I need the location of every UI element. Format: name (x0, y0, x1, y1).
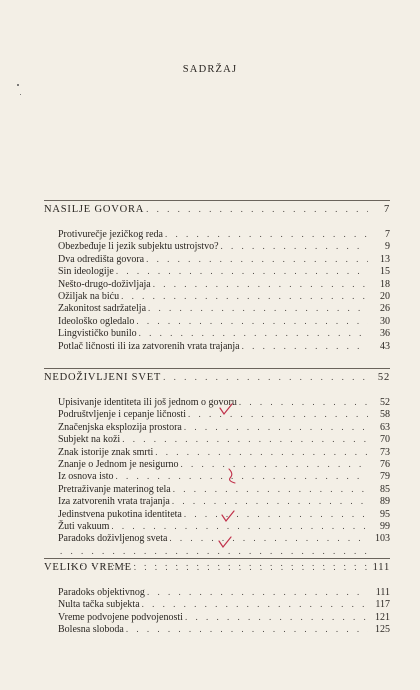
entry-title: Paradoks doživljenog sveta (58, 533, 168, 545)
leader-dots (188, 408, 368, 420)
entry-page: 30 (380, 315, 390, 327)
entry-page: 95 (380, 508, 390, 520)
leader-dots (185, 611, 368, 623)
check-mark-icon (218, 403, 234, 417)
section-title: NASILJE GOVORA (44, 204, 145, 215)
page-title: SADRŽAJ (182, 64, 238, 75)
toc-entry (58, 483, 390, 495)
leader-dots (139, 327, 368, 339)
entry-page: 13 (380, 253, 390, 265)
entry-page: 70 (380, 434, 390, 446)
entry-page: 36 (380, 328, 390, 340)
toc-entry (58, 340, 390, 352)
entry-page: 52 (380, 397, 390, 408)
leader-dots (121, 290, 368, 302)
entry-title: Iz osnova isto (58, 471, 114, 483)
check-mark-icon (217, 536, 233, 550)
leader-dots (116, 265, 368, 277)
section-title: VELIKO VREME (44, 562, 132, 573)
toc-entry (58, 470, 390, 482)
entry-title: Obezbeđuje li jezik subjektu ustrojstvo? (58, 241, 219, 253)
leader-dots (184, 508, 368, 520)
entry-page: 121 (375, 611, 390, 623)
leader-dots (221, 240, 368, 252)
pen-stroke-icon (226, 468, 238, 484)
entry-title: Vreme podvojene podvojenosti (58, 611, 183, 623)
leader-dots (163, 372, 368, 382)
entry-title: Paradoks objektivnog (58, 587, 145, 598)
page-speck (17, 84, 19, 86)
entry-title: Značenjska eksplozija prostora (58, 421, 182, 433)
entry-list (58, 586, 390, 636)
page-speck (20, 94, 21, 95)
toc-entry (58, 598, 390, 610)
leader-dots (122, 433, 368, 445)
entry-title: Iza zatvorenih vrata trajanja (58, 496, 170, 508)
section-nasilje-govora (44, 204, 390, 352)
entry-page: 7 (385, 229, 390, 240)
leader-dots (181, 458, 368, 470)
entry-page: 20 (380, 290, 390, 302)
entry-page: 18 (380, 278, 390, 290)
entry-page: 15 (380, 266, 390, 278)
leader-dots (146, 253, 368, 265)
entry-page: 89 (380, 496, 390, 508)
toc-entry (58, 265, 390, 277)
entry-title: Žuti vakuum (58, 520, 110, 532)
toc-entry (58, 290, 390, 302)
toc-entry (58, 278, 390, 290)
toc-entry (58, 446, 390, 458)
entry-title: Protivurečje jezičkog reda (58, 229, 163, 240)
leader-dots (146, 204, 368, 214)
toc-entry (58, 495, 390, 507)
section-title: NEDOŽIVLJENI SVET (44, 372, 162, 383)
entry-page: 63 (380, 421, 390, 433)
leader-dots (184, 421, 368, 433)
toc-entry (58, 253, 390, 265)
entry-title: Ideološko ogledalo (58, 315, 135, 327)
leader-dots (111, 520, 368, 532)
toc-entry (58, 240, 390, 252)
leader-dots (239, 396, 368, 408)
entry-title: Podruštvljenje i cepanje ličnosti (58, 409, 187, 421)
entry-title: Dva odredišta govora (58, 253, 145, 265)
leader-dots (142, 598, 368, 610)
entry-list (58, 228, 390, 352)
page-number: 111 (372, 562, 390, 573)
entry-title: Upisivanje identiteta ili još jednom o govoru (58, 397, 237, 408)
page-number: 52 (377, 372, 390, 383)
toc-entry (58, 228, 390, 240)
divider (44, 200, 390, 201)
leader-dots (116, 470, 368, 482)
leader-dots (173, 483, 368, 495)
toc-entry (58, 611, 390, 623)
toc-entry (58, 421, 390, 433)
entry-page: 125 (375, 624, 390, 636)
entry-title: Potlač ličnosti ili iza zatvorenih vrata trajanja (58, 340, 240, 352)
leader-dots (148, 302, 368, 314)
toc-entry (58, 586, 390, 598)
toc-entry (58, 327, 390, 339)
divider (44, 558, 390, 559)
entry-page: 26 (380, 303, 390, 315)
divider (44, 368, 390, 369)
leader-dots (134, 562, 368, 572)
toc-entry (58, 315, 390, 327)
entry-title: Nešto-drugo-doživljaja (58, 278, 151, 290)
leader-dots (136, 315, 368, 327)
entry-page: 9 (385, 241, 390, 253)
entry-title: Subjekt na koži (58, 434, 121, 446)
entry-page: 43 (380, 340, 390, 352)
entry-title: Lingvističko bunilo (58, 328, 137, 340)
leader-dots (169, 532, 368, 544)
section-heading (44, 372, 390, 383)
section-heading (44, 204, 390, 215)
leader-dots (242, 340, 368, 352)
section-veliko-vreme (44, 562, 390, 636)
leader-dots (147, 586, 368, 598)
entry-page: 99 (380, 520, 390, 532)
leader-dots (60, 545, 368, 557)
entry-title: Nulta tačka subjekta (58, 599, 140, 611)
entry-page: 73 (380, 446, 390, 458)
leader-dots (172, 495, 368, 507)
section-heading (44, 562, 390, 573)
toc-entry (58, 458, 390, 470)
entry-page: 117 (375, 599, 390, 611)
entry-title: Pretraživanje materinog tela (58, 483, 171, 495)
entry-title: Ožiljak na biću (58, 290, 120, 302)
toc-entry (58, 302, 390, 314)
entry-page: 79 (380, 471, 390, 483)
leader-dots (155, 446, 368, 458)
toc-entry (58, 623, 390, 635)
leader-dots (153, 278, 368, 290)
entry-page: 58 (380, 409, 390, 421)
page-number: 7 (383, 204, 390, 215)
entry-title: Jedinstvena pukotina identiteta (58, 508, 182, 520)
leader-dots (126, 623, 368, 635)
entry-page: 111 (375, 587, 390, 598)
leader-dots (165, 228, 368, 240)
entry-page: 76 (380, 458, 390, 470)
entry-title: Zakonitost sadržatelja (58, 303, 147, 315)
check-mark-icon (220, 510, 236, 524)
entry-title: Bolesna sloboda (58, 624, 124, 636)
entry-title: Sin ideologije (58, 266, 114, 278)
toc-entry (58, 433, 390, 445)
entry-page: 103 (375, 533, 390, 545)
entry-title: Znak istorije znak smrti (58, 446, 154, 458)
entry-page: 85 (380, 483, 390, 495)
entry-title: Znanje o Jednom je nesigurno (58, 458, 179, 470)
